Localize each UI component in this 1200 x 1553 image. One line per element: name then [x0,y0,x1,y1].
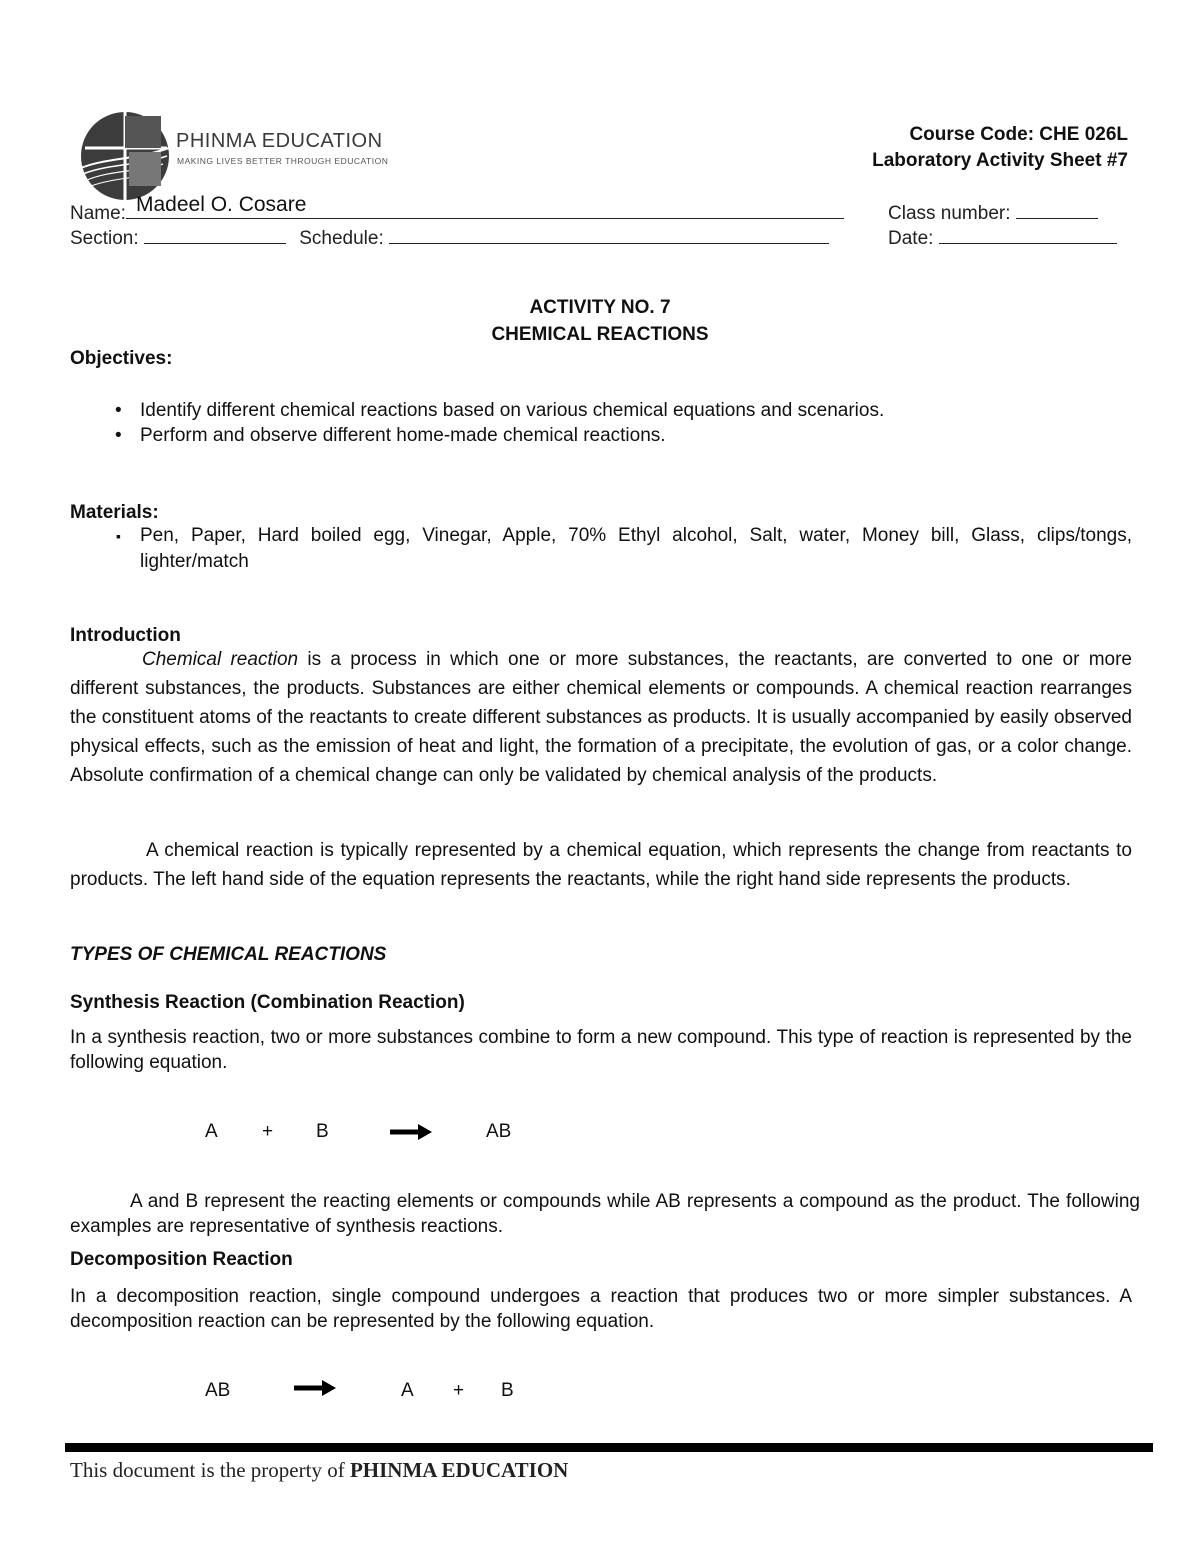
decomposition-text: In a decomposition reaction, single compound undergoes a reaction that produces two or more simpler substances. A decomposition reaction can be represented by the following equation. [70,1286,1132,1332]
introduction-paragraph-1: Chemical reaction is a process in which one or more substances, the reactants, are converted to one or more different substances, the products. Substances are either chemical elements or compounds. A chemical reaction rearranges the constituent atoms of the reactants to create different substances as products. It is usually accompanied by easily observed physical effects, such as the emission of heat and light, the formation of a precipitate, the evolution of gas, or a color change. Absolute confirmation of a chemical change can only be validated by chemical analysis of the products. [70,649,1132,786]
date-label: Date: [888,228,934,249]
course-header [872,122,1128,174]
synthesis-heading: Synthesis Reaction (Combination Reaction) [70,992,465,1013]
synthesis-eq-b: B [316,1121,329,1142]
decomposition-heading: Decomposition Reaction [70,1249,293,1270]
decomposition-eq-ab: AB [205,1380,231,1401]
synthesis-eq-a: A [205,1121,218,1142]
schedule-field[interactable] [389,223,829,244]
activity-title [0,294,1200,348]
right-arrow-icon [390,1121,432,1143]
class-number-field[interactable] [1016,198,1098,219]
types-heading: TYPES OF CHEMICAL REACTIONS [70,944,387,965]
section-field[interactable] [144,223,286,244]
term-chemical-reaction: Chemical reaction [142,649,299,670]
list-item: • Identify different chemical reactions based on various chemical equations and scenarios. [115,400,885,421]
synthesis-text: In a synthesis reaction, two or more substances combine to form a new compound. This type of reaction is represented by the following equation. [70,1027,1132,1073]
activity-sheet-label: Laboratory Activity Sheet #7 [872,150,1128,171]
right-arrow-icon [294,1377,336,1399]
synthesis-explanation: A and B represent the reacting elements or compounds while AB represents a compound as the product. The following examples are representative of synthesis reactions. [70,1191,1140,1237]
date-row [888,223,1117,250]
footer-owner: PHINMA EDUCATION [349,1458,569,1482]
introduction-paragraph-2: A chemical reaction is typically represented by a chemical equation, which represents the change from reactants to products. The left hand side of the equation represents the reactants, while the right hand side represents the products. [70,840,1132,890]
bullet-icon: • [115,400,122,421]
decomposition-eq-a: A [401,1380,414,1401]
logo-name: PHINMA EDUCATION [176,130,383,152]
course-code: Course Code: CHE 026L [909,124,1128,145]
decomposition-eq-plus: + [453,1380,465,1401]
activity-subject: CHEMICAL REACTIONS [491,324,709,345]
logo-emblem-icon [75,108,175,204]
square-bullet-icon: ▪ [116,528,121,544]
synthesis-eq-plus: + [262,1121,274,1142]
class-number-row [888,198,1098,225]
footer-divider [65,1443,1153,1452]
logo-tagline: MAKING LIVES BETTER THROUGH EDUCATION [177,156,389,166]
class-number-label: Class number: [888,203,1011,224]
schedule-label: Schedule: [299,228,384,249]
objectives-heading: Objectives: [70,348,173,369]
list-item: • Perform and observe different home-made chemical reactions. [115,425,666,446]
decomposition-eq-b: B [501,1380,514,1401]
materials-heading: Materials: [70,502,159,523]
objectives-list [70,398,1132,448]
section-row [70,223,829,250]
date-field[interactable] [939,223,1117,244]
name-label: Name: [70,203,126,224]
introduction-heading: Introduction [70,625,181,646]
materials-list [70,523,1132,575]
activity-number: ACTIVITY NO. 7 [529,297,671,318]
name-value: Madeel O. Cosare [136,193,307,216]
section-label: Section: [70,228,139,249]
materials-item: Pen, Paper, Hard boiled egg, Vinegar, Apple, 70% Ethyl alcohol, Salt, water, Money bill, Glass, clips/tongs, lighter/match [140,525,1132,572]
synthesis-eq-ab: AB [486,1121,512,1142]
footer-ownership: This document is the property of PHINMA EDUCATION [70,1458,569,1482]
bullet-icon: • [115,425,122,446]
